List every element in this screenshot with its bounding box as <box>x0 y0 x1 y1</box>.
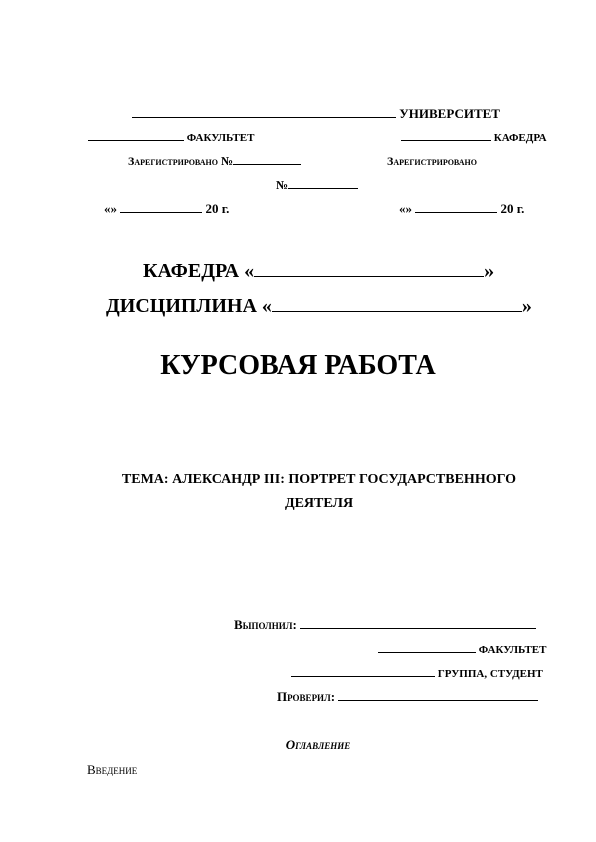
date-right-year: 20 г. <box>500 201 525 216</box>
registered-label: Зарегистрировано <box>387 154 477 168</box>
department-title-blank <box>254 260 484 277</box>
department-title-suffix: » <box>484 260 495 282</box>
checked-label: Проверил: <box>277 689 336 704</box>
university-blank <box>132 107 396 118</box>
discipline-title <box>106 295 532 318</box>
date-right-row <box>399 201 524 217</box>
group-label: ГРУППА, СТУДЕНТ <box>437 668 543 680</box>
no-sign: № <box>276 178 289 192</box>
department-blank <box>401 130 491 141</box>
registered-no-label: Зарегистрировано № <box>128 154 234 168</box>
department-title <box>143 260 494 283</box>
department-label: КАФЕДРА <box>493 132 547 144</box>
date-left-quotes: «» <box>104 201 117 216</box>
toc-heading: Оглавление <box>285 737 351 752</box>
sig-faculty-blank <box>378 642 476 653</box>
discipline-title-blank <box>272 295 522 312</box>
group-blank <box>291 666 435 677</box>
department-title-prefix: КАФЕДРА « <box>143 260 255 282</box>
faculty-label: ФАКУЛЬТЕТ <box>186 132 255 144</box>
topic-line-1: ТЕМА: АЛЕКСАНДР III: ПОРТРЕТ ГОСУДАРСТВЕННОГО <box>121 472 517 487</box>
faculty-blank <box>88 130 184 141</box>
topic-line-2: ДЕЯТЕЛЯ <box>284 496 354 511</box>
performed-blank <box>300 618 536 629</box>
date-left-year: 20 г. <box>205 201 230 216</box>
date-right-blank <box>415 202 497 213</box>
date-left-row <box>104 201 229 217</box>
group-row <box>291 666 543 680</box>
faculty-row <box>88 130 254 144</box>
sig-faculty-label: ФАКУЛЬТЕТ <box>478 644 547 656</box>
checked-blank <box>338 690 538 701</box>
date-left-blank <box>120 202 202 213</box>
registered-no-row <box>128 154 301 169</box>
date-right-quotes: «» <box>399 201 412 216</box>
registered-no2-row <box>276 178 358 193</box>
department-row <box>401 130 547 144</box>
sig-faculty-row <box>378 642 546 656</box>
toc-intro: Введение <box>87 762 138 777</box>
performed-row <box>234 617 536 633</box>
checked-row <box>277 689 538 705</box>
registered-no-blank <box>233 154 301 165</box>
work-type-title: КУРСОВАЯ РАБОТА <box>160 350 436 381</box>
registered-no2-blank <box>288 178 358 189</box>
university-row <box>132 106 500 122</box>
discipline-title-prefix: ДИСЦИПЛИНА « <box>106 295 272 317</box>
university-label: УНИВЕРСИТЕТ <box>399 106 500 121</box>
performed-label: Выполнил: <box>234 617 297 632</box>
discipline-title-suffix: » <box>521 295 532 317</box>
